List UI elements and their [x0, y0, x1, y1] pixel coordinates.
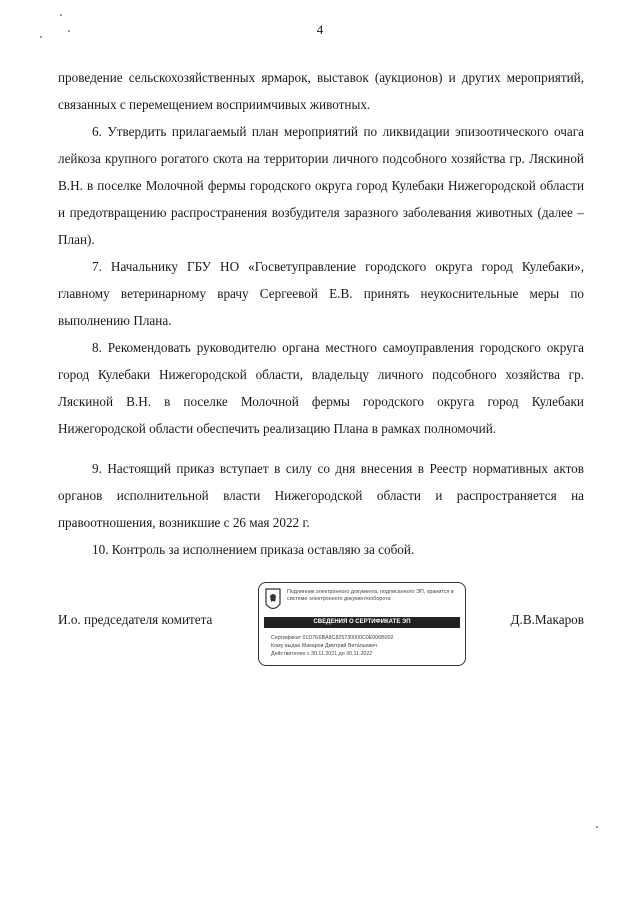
- paragraph-item-7: 7. Начальнику ГБУ НО «Госветуправление городского округа город Кулебаки», главному ветеринарному врачу Сергеевой Е.В. принять неукоснительные меры по выполнению Плана.: [58, 259, 584, 328]
- stamp-owner: Кому выдан Макаров Дмитрий Витальевич: [271, 643, 377, 649]
- electronic-signature-stamp: [258, 582, 466, 666]
- signatory-name: Д.В.Макаров: [510, 612, 584, 627]
- paragraph-item-8: 8. Рекомендовать руководителю органа местного самоуправления городского округа город Кулебаки Нижегородской области, владельцу личного подсобного хозяйства гр. Ляскиной В.Н. в поселке Молочной фермы городского округа город Кулебаки Нижегородской области обеспечить реализацию Плана в рамках полномочий.: [58, 340, 584, 436]
- scan-speck: [60, 14, 62, 16]
- scan-speck: [68, 30, 70, 32]
- paragraph-continuation: проведение сельскохозяйственных ярмарок, выставок (аукционов) и других мероприятий, связанных с перемещением восприимчивых животных.: [58, 70, 584, 112]
- signatory-position: И.о. председателя комитета: [58, 612, 213, 627]
- scan-speck: [40, 36, 42, 38]
- paragraph-item-10: 10. Контроль за исполнением приказа оставляю за собой.: [92, 542, 415, 557]
- stamp-certificate: Сертификат 01D7E6BA8C825730000C0E006B002: [271, 635, 394, 641]
- stamp-validity: Действителен с 30.11.2021 до 30.11.2022: [271, 651, 373, 657]
- paragraph-item-6: 6. Утвердить прилагаемый план мероприятий по ликвидации эпизоотического очага лейкоза крупного рогатого скота на территории личного подсобного хозяйства гр. Ляскиной В.Н. в поселке Молочной фермы городского округа город Кулебаки Нижегородской области и предотвращению распространения возбудителя заразного заболевания животных (далее – План).: [58, 124, 584, 247]
- coat-of-arms-icon: [265, 588, 281, 614]
- stamp-note: Подлинник электронного документа, подписанного ЭП, хранится в системе электронного документооборота: [287, 589, 454, 602]
- scan-speck: [596, 826, 598, 828]
- page-number: 4: [316, 22, 324, 37]
- stamp-header: СВЕДЕНИЯ О СЕРТИФИКАТЕ ЭП: [264, 617, 460, 628]
- paragraph-item-9: 9. Настоящий приказ вступает в силу со дня внесения в Реестр нормативных актов органов исполнительной власти Нижегородской области и распространяется на правоотношения, возникшие с 26 мая 2022 г.: [58, 461, 584, 530]
